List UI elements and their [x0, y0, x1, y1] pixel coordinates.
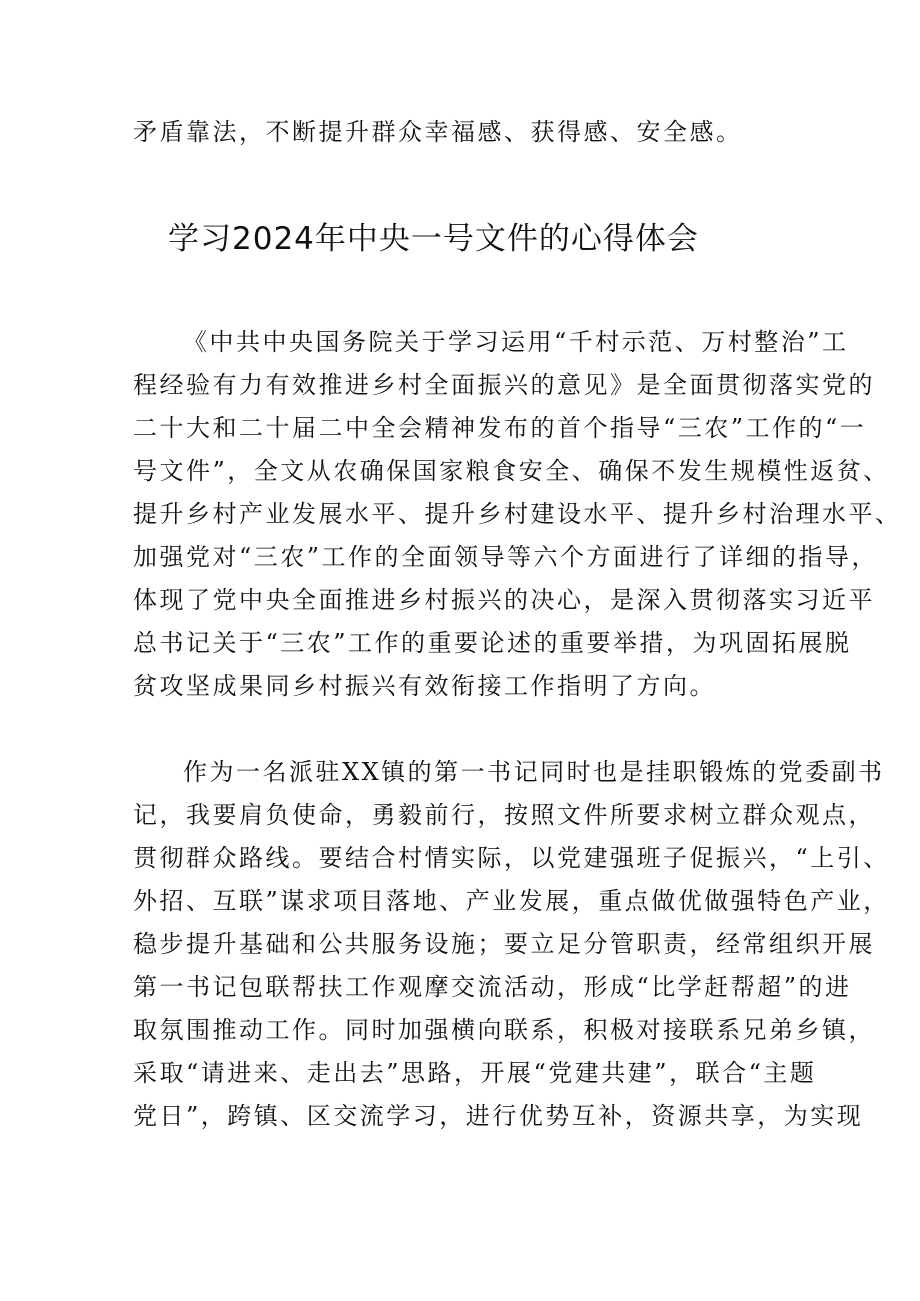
- paragraph-line: 党日”，跨镇、区交流学习，进行优势互补，资源共享，为实现: [133, 1102, 864, 1130]
- paragraph-line: 贫攻坚成果同乡村振兴有效衔接工作指明了方向。: [133, 672, 716, 700]
- paragraph-line: 提升乡村产业发展水平、提升乡村建设水平、提升乡村治理水平、: [133, 500, 902, 528]
- lead-text-line: 矛盾靠法，不断提升群众幸福感、获得感、安全感。: [133, 118, 743, 146]
- paragraph-line: 号文件”，全文从农确保国家粮食安全、确保不发生规模性返贫、: [133, 457, 890, 485]
- paragraph-line: 总书记关于“三农”工作的重要论述的重要举措，为巩固拓展脱: [133, 629, 852, 657]
- paragraph-line: 取氛围推动工作。同时加强横向联系，积极对接联系兄弟乡镇，: [133, 1016, 875, 1044]
- paragraph-line: 稳步提升基础和公共服务设施；要立足分管职责，经常组织开展: [133, 930, 875, 958]
- paragraph-line: 《中共中央国务院关于学习运用“千村示范、万村整治”工: [183, 328, 849, 356]
- paragraph-line: 体现了党中央全面推进乡村振兴的决心，是深入贯彻落实习近平: [133, 586, 875, 614]
- paragraph-line: 加强党对“三农”工作的全面领导等六个方面进行了详细的指导，: [133, 543, 879, 571]
- paragraph-line: 记，我要肩负使命，勇毅前行，按照文件所要求树立群众观点，: [133, 801, 875, 829]
- paragraph-line: 采取“请进来、走出去”思路，开展“党建共建”，联合“主题: [133, 1059, 817, 1087]
- paragraph-line: 外招、互联”谋求项目落地、产业发展，重点做优做强特色产业，: [133, 887, 890, 915]
- paragraph-line: 贯彻群众路线。要结合村情实际，以党建强班子促振兴，“上引、: [133, 844, 890, 872]
- page-title: 学习2024年中央一号文件的心得体会: [168, 221, 699, 257]
- paragraph-line: 二十大和二十届二中全会精神发布的首个指导“三农”工作的“一: [133, 414, 867, 442]
- paragraph-line: 第一书记包联帮扶工作观摩交流活动，形成“比学赶帮超”的进: [133, 973, 852, 1001]
- paragraph-line: 作为一名派驻XX镇的第一书记同时也是挂职锻炼的党委副书: [183, 758, 885, 786]
- paragraph-line: 程经验有力有效推进乡村全面振兴的意见》是全面贯彻落实党的: [133, 371, 875, 399]
